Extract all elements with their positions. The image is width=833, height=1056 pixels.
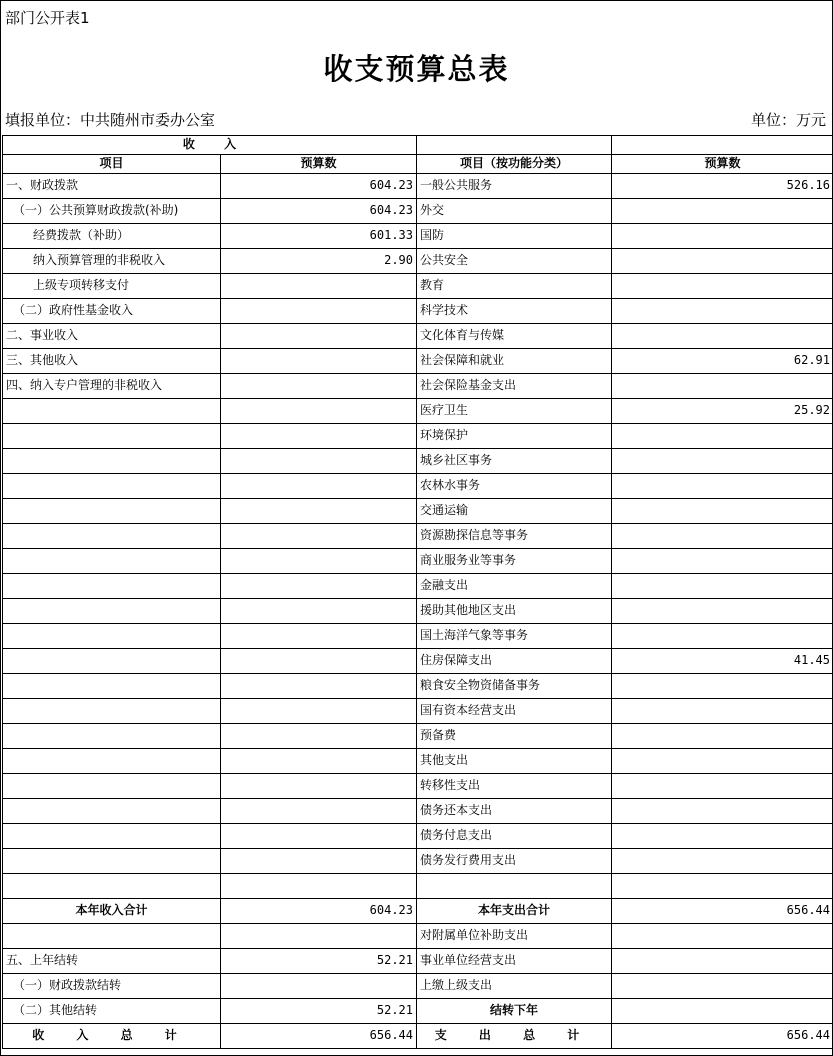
income-budget-cell: 52.21 (221, 999, 417, 1024)
expense-item-cell: 教育 (417, 274, 612, 299)
income-item-cell (3, 399, 221, 424)
income-item-cell (3, 424, 221, 449)
income-item-cell: 三、其他收入 (3, 349, 221, 374)
table-row (3, 474, 833, 499)
expense-budget-cell (612, 324, 833, 349)
table-row (3, 499, 833, 524)
expense-item-cell: 支 出 总 计 (417, 1024, 612, 1049)
table-column-header (3, 155, 833, 174)
expense-budget-cell (612, 749, 833, 774)
income-item-cell (3, 699, 221, 724)
expense-item-cell: 一般公共服务 (417, 174, 612, 199)
income-budget-cell (221, 399, 417, 424)
table-row (3, 999, 833, 1024)
income-item-cell (3, 849, 221, 874)
table-row (3, 349, 833, 374)
expense-item-cell: 粮食安全物资储备事务 (417, 674, 612, 699)
income-item-cell: 收 入 总 计 (3, 1024, 221, 1049)
expense-budget-cell (612, 974, 833, 999)
table-row (3, 649, 833, 674)
income-item-cell: （二）其他结转 (3, 999, 221, 1024)
table-row (3, 699, 833, 724)
income-item-cell (3, 674, 221, 699)
income-item-cell (3, 649, 221, 674)
table-row (3, 849, 833, 874)
income-budget-cell (221, 624, 417, 649)
table-row (3, 249, 833, 274)
table-row (3, 299, 833, 324)
expense-budget-cell (612, 774, 833, 799)
expense-item-cell: 事业单位经营支出 (417, 949, 612, 974)
page-title: 收支预算总表 (323, 52, 510, 86)
table-row (3, 424, 833, 449)
expense-item-cell: 债务付息支出 (417, 824, 612, 849)
expense-budget-cell (612, 574, 833, 599)
expense-item-cell: 债务发行费用支出 (417, 849, 612, 874)
expense-budget-cell: 656.44 (612, 1024, 833, 1049)
income-budget-cell (221, 874, 417, 899)
col-item-header: 项目 (3, 155, 221, 174)
income-item-cell (3, 774, 221, 799)
income-budget-cell (221, 349, 417, 374)
income-budget-cell: 604.23 (221, 199, 417, 224)
expense-item-cell: 国防 (417, 224, 612, 249)
expense-item-cell: 城乡社区事务 (417, 449, 612, 474)
income-item-cell (3, 624, 221, 649)
expense-budget-cell: 25.92 (612, 399, 833, 424)
income-item-cell: 上级专项转移支付 (3, 274, 221, 299)
income-item-cell: （二）政府性基金收入 (3, 299, 221, 324)
expense-budget-cell (612, 949, 833, 974)
expense-item-cell: 国土海洋气象等事务 (417, 624, 612, 649)
income-item-cell: 二、事业收入 (3, 324, 221, 349)
budget-table (2, 135, 833, 1049)
income-budget-cell (221, 724, 417, 749)
income-item-cell: （一）公共预算财政拨款(补助) (3, 199, 221, 224)
income-budget-cell (221, 374, 417, 399)
table-row (3, 574, 833, 599)
table-row (3, 399, 833, 424)
expense-budget-cell (612, 824, 833, 849)
expense-budget-cell (612, 249, 833, 274)
expense-item-cell: 对附属单位补助支出 (417, 924, 612, 949)
expense-budget-cell (612, 874, 833, 899)
expense-item-cell: 债务还本支出 (417, 799, 612, 824)
income-budget-cell (221, 774, 417, 799)
income-item-cell: 纳入预算管理的非税收入 (3, 249, 221, 274)
form-number: 部门公开表1 (5, 9, 90, 27)
expense-budget-cell (612, 199, 833, 224)
expense-item-cell: 金融支出 (417, 574, 612, 599)
income-budget-cell: 52.21 (221, 949, 417, 974)
col-item-func-header: 项目（按功能分类） (417, 155, 612, 174)
expense-budget-cell: 62.91 (612, 349, 833, 374)
income-item-cell: 一、财政拨款 (3, 174, 221, 199)
table-row (3, 449, 833, 474)
income-item-cell: （一）财政拨款结转 (3, 974, 221, 999)
income-item-cell: 四、纳入专户管理的非税收入 (3, 374, 221, 399)
income-budget-cell (221, 649, 417, 674)
expense-budget-cell (612, 374, 833, 399)
table-row (3, 274, 833, 299)
income-item-cell (3, 799, 221, 824)
table-row (3, 199, 833, 224)
expense-budget-cell (612, 549, 833, 574)
expense-item-cell: 转移性支出 (417, 774, 612, 799)
table-group-header (3, 136, 833, 155)
expense-budget-cell (612, 524, 833, 549)
income-budget-cell (221, 849, 417, 874)
income-budget-cell: 604.23 (221, 899, 417, 924)
expense-item-cell: 文化体育与传媒 (417, 324, 612, 349)
income-item-cell (3, 524, 221, 549)
income-budget-cell: 656.44 (221, 1024, 417, 1049)
expense-budget-cell (612, 799, 833, 824)
income-item-cell (3, 549, 221, 574)
income-item-cell (3, 474, 221, 499)
col-budget-header: 预算数 (221, 155, 417, 174)
income-item-cell: 五、上年结转 (3, 949, 221, 974)
expense-budget-cell (612, 599, 833, 624)
expense-item-cell: 资源勘探信息等事务 (417, 524, 612, 549)
expense-budget-cell (612, 474, 833, 499)
table-row (3, 524, 833, 549)
table-row (3, 599, 833, 624)
expense-item-cell: 交通运输 (417, 499, 612, 524)
table-row (3, 724, 833, 749)
expense-item-cell: 本年支出合计 (417, 899, 612, 924)
expense-item-cell: 国有资本经营支出 (417, 699, 612, 724)
table-row (3, 874, 833, 899)
income-item-cell (3, 449, 221, 474)
income-item-cell (3, 574, 221, 599)
table-row (3, 974, 833, 999)
expense-budget-cell (612, 924, 833, 949)
expense-item-cell: 社会保险基金支出 (417, 374, 612, 399)
income-budget-cell: 601.33 (221, 224, 417, 249)
table-row (3, 1024, 833, 1049)
expense-budget-cell: 526.16 (612, 174, 833, 199)
income-budget-cell (221, 599, 417, 624)
income-budget-cell (221, 449, 417, 474)
expense-budget-cell (612, 699, 833, 724)
expense-item-cell: 其他支出 (417, 749, 612, 774)
income-budget-cell (221, 499, 417, 524)
expense-budget-cell (612, 224, 833, 249)
table-row (3, 374, 833, 399)
table-row (3, 324, 833, 349)
income-budget-cell (221, 574, 417, 599)
income-budget-cell: 2.90 (221, 249, 417, 274)
income-budget-cell (221, 974, 417, 999)
expense-budget-cell (612, 624, 833, 649)
income-item-cell (3, 724, 221, 749)
expense-item-cell: 医疗卫生 (417, 399, 612, 424)
table-row (3, 899, 833, 924)
table-row (3, 174, 833, 199)
expense-budget-cell: 656.44 (612, 899, 833, 924)
table-row (3, 749, 833, 774)
table-row (3, 824, 833, 849)
income-budget-cell (221, 524, 417, 549)
table-row (3, 924, 833, 949)
table-row (3, 674, 833, 699)
expense-item-cell: 援助其他地区支出 (417, 599, 612, 624)
expense-group-blank (417, 136, 612, 155)
income-budget-cell (221, 824, 417, 849)
income-item-cell (3, 874, 221, 899)
expense-budget-cell: 41.45 (612, 649, 833, 674)
table-row (3, 949, 833, 974)
expense-item-cell: 社会保障和就业 (417, 349, 612, 374)
table-row (3, 224, 833, 249)
income-budget-cell (221, 474, 417, 499)
income-item-cell (3, 824, 221, 849)
col-budget2-header: 预算数 (612, 155, 833, 174)
expense-item-cell: 科学技术 (417, 299, 612, 324)
income-budget-cell (221, 924, 417, 949)
income-budget-cell (221, 674, 417, 699)
expense-item-cell: 公共安全 (417, 249, 612, 274)
expense-group-blank (612, 136, 833, 155)
income-budget-cell (221, 324, 417, 349)
income-budget-cell (221, 699, 417, 724)
expense-item-cell: 预备费 (417, 724, 612, 749)
expense-item-cell: 住房保障支出 (417, 649, 612, 674)
expense-item-cell: 结转下年 (417, 999, 612, 1024)
table-row (3, 774, 833, 799)
expense-item-cell: 外交 (417, 199, 612, 224)
expense-item-cell: 环境保护 (417, 424, 612, 449)
expense-budget-cell (612, 274, 833, 299)
expense-budget-cell (612, 299, 833, 324)
expense-item-cell: 上缴上级支出 (417, 974, 612, 999)
income-item-cell (3, 499, 221, 524)
expense-budget-cell (612, 449, 833, 474)
expense-budget-cell (612, 849, 833, 874)
table-row (3, 549, 833, 574)
expense-budget-cell (612, 424, 833, 449)
income-item-cell: 经费拨款（补助） (3, 224, 221, 249)
income-item-cell (3, 749, 221, 774)
income-item-cell: 本年收入合计 (3, 899, 221, 924)
expense-item-cell: 农林水事务 (417, 474, 612, 499)
table-row (3, 799, 833, 824)
reporting-unit: 填报单位：中共随州市委办公室 (5, 111, 216, 129)
expense-budget-cell (612, 674, 833, 699)
income-budget-cell: 604.23 (221, 174, 417, 199)
expense-budget-cell (612, 499, 833, 524)
income-budget-cell (221, 749, 417, 774)
expense-item-cell (417, 874, 612, 899)
income-group-label: 收 入 (3, 136, 417, 155)
income-budget-cell (221, 424, 417, 449)
income-budget-cell (221, 549, 417, 574)
expense-item-cell: 商业服务业等事务 (417, 549, 612, 574)
income-item-cell (3, 599, 221, 624)
expense-budget-cell (612, 724, 833, 749)
expense-budget-cell (612, 999, 833, 1024)
currency-unit: 单位：万元 (750, 111, 826, 129)
income-budget-cell (221, 274, 417, 299)
income-budget-cell (221, 299, 417, 324)
table-row (3, 624, 833, 649)
income-item-cell (3, 924, 221, 949)
income-budget-cell (221, 799, 417, 824)
